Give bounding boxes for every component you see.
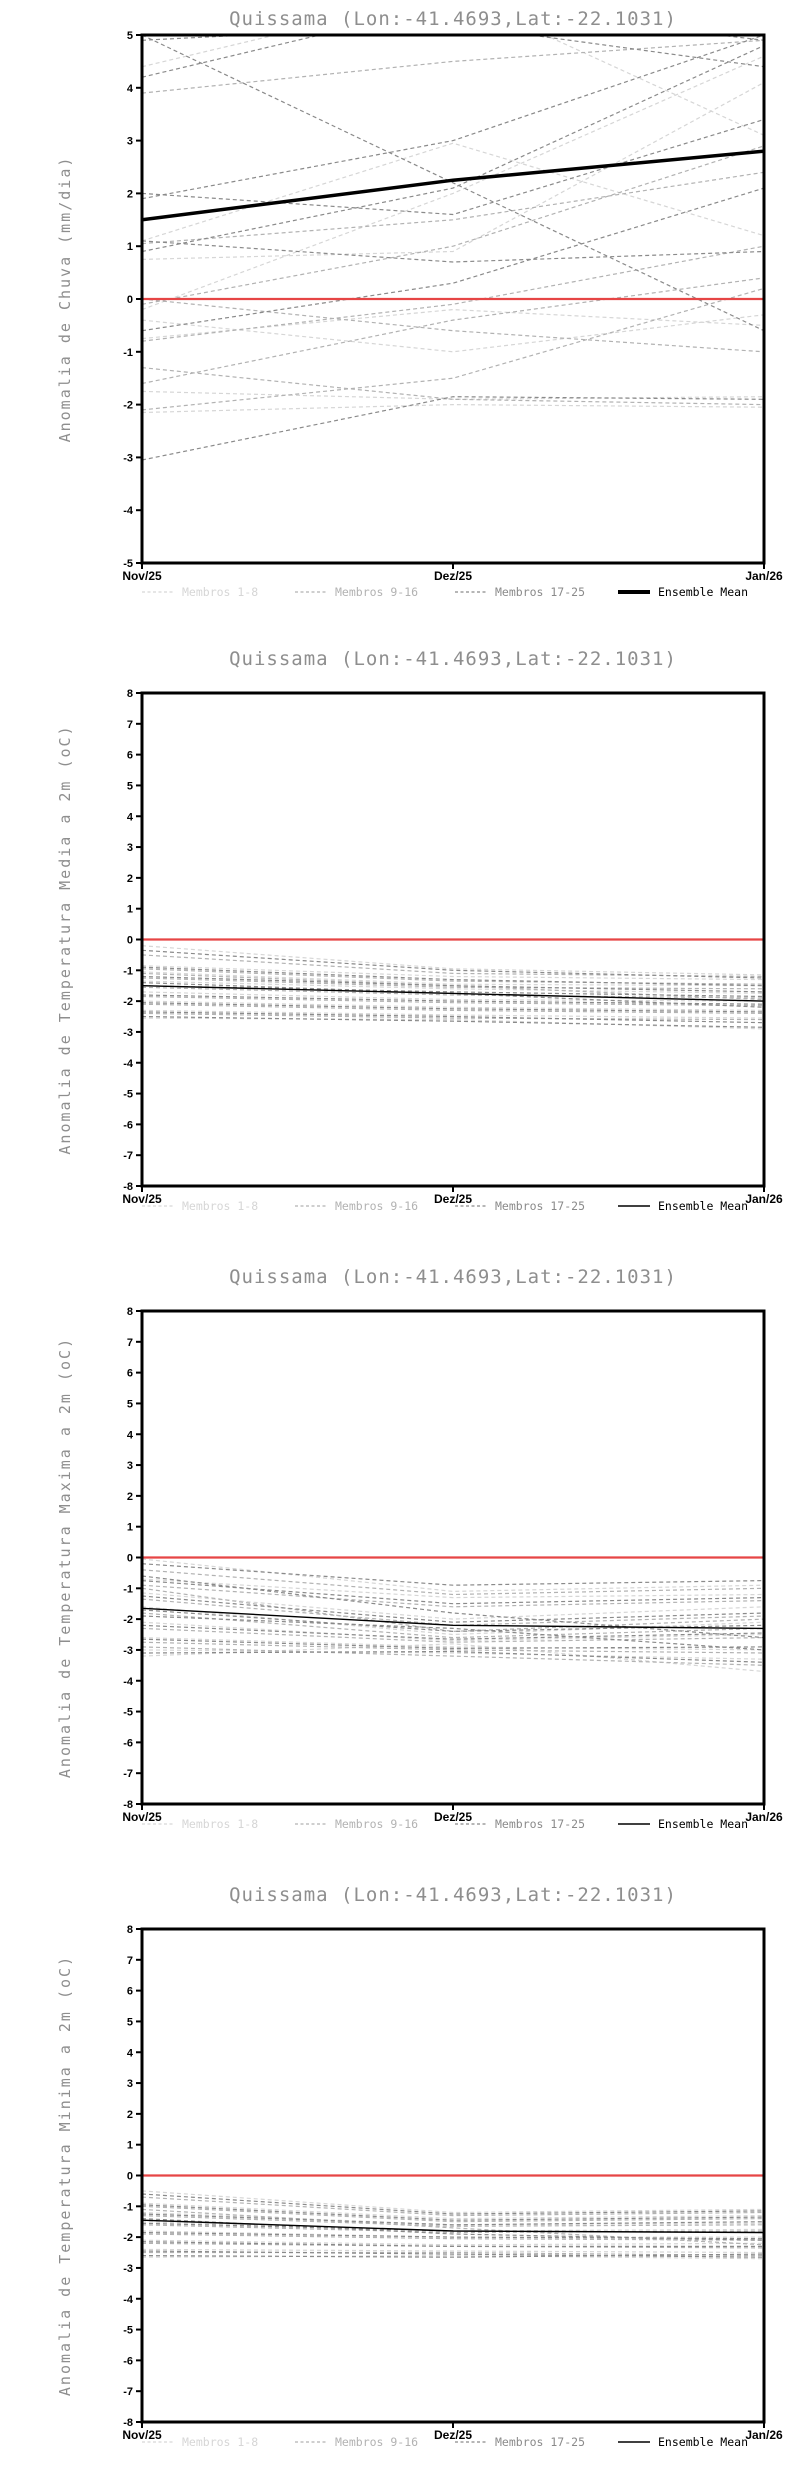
x-tick-label: Nov/25: [122, 2428, 162, 2442]
y-tick-label: 1: [126, 241, 133, 254]
y-axis-label: Anomalia de Chuva (mm/dia): [56, 155, 74, 443]
ensemble-member-line-group3: [142, 1596, 764, 1622]
x-tick-label: Jan/26: [745, 569, 783, 583]
y-tick-label: 3: [126, 1460, 133, 1473]
y-tick-label: 7: [126, 718, 133, 731]
legend-entry-label: Membros 17-25: [495, 1817, 586, 1831]
y-tick-label: -5: [123, 2324, 133, 2337]
plot-area: [142, 2176, 764, 2259]
ensemble-member-line-group1: [142, 83, 764, 260]
y-tick-label: -5: [123, 1706, 133, 1719]
y-tick-label: -2: [123, 1614, 133, 1627]
chart-title: Quissama (Lon:-41.4693,Lat:-22.1031): [229, 1884, 677, 1906]
legend-entry-label: Membros 9-16: [335, 585, 419, 599]
ensemble-member-line-group2: [142, 288, 764, 410]
y-tick-label: -1: [123, 346, 133, 359]
y-tick-label: 0: [126, 1552, 133, 1565]
legend-entry-label: Membros 9-16: [335, 1199, 419, 1213]
y-tick-label: 6: [126, 1985, 133, 1998]
y-tick-label: -2: [123, 399, 133, 412]
y-tick-label: 4: [126, 2047, 133, 2060]
y-tick-label: -4: [123, 1057, 133, 1070]
y-tick-label: 3: [126, 135, 133, 148]
y-tick-label: 8: [126, 1924, 133, 1936]
chart-title: Quissama (Lon:-41.4693,Lat:-22.1031): [229, 1266, 677, 1288]
y-tick-label: 4: [126, 1429, 133, 1442]
y-tick-label: -8: [123, 1181, 133, 1193]
legend-entry-label: Ensemble Mean: [658, 2435, 749, 2449]
ensemble-member-line-group2: [142, 1570, 764, 1595]
y-tick-label: -8: [123, 2417, 133, 2429]
y-tick-label: -7: [123, 1768, 133, 1781]
plot-area: [142, 940, 764, 1029]
y-tick-label: -1: [123, 1583, 133, 1596]
chart-title: Quissama (Lon:-41.4693,Lat:-22.1031): [229, 648, 677, 670]
y-tick-label: 2: [126, 872, 133, 885]
chart-title: Quissama (Lon:-41.4693,Lat:-22.1031): [229, 8, 677, 30]
legend-entry-label: Ensemble Mean: [658, 1199, 749, 1213]
y-tick-label: 7: [126, 1336, 133, 1349]
ensemble-member-line-group3: [142, 24, 764, 66]
ensemble-member-line-group2: [142, 955, 764, 977]
y-tick-label: -5: [123, 1088, 133, 1101]
max-temperature-anomaly-chart: [0, 1236, 800, 1854]
min-temperature-anomaly-chart-block: [0, 1854, 800, 2472]
y-tick-label: 2: [126, 188, 133, 201]
y-axis-label: Anomalia de Temperatura Maxima a 2m (oC): [56, 1336, 74, 1779]
y-tick-label: 0: [126, 2170, 133, 2183]
x-tick-label: Jan/26: [745, 2428, 783, 2442]
y-tick-label: 1: [126, 903, 133, 916]
y-tick-label: 4: [126, 811, 133, 824]
y-axis-label: Anomalia de Temperatura Minima a 2m (oC): [56, 1954, 74, 2397]
ensemble-member-line-group1: [142, 310, 764, 339]
y-tick-label: 0: [126, 934, 133, 947]
x-tick-label: Dez/25: [433, 1192, 473, 1206]
y-tick-label: -6: [123, 1119, 133, 1132]
x-tick-label: Nov/25: [122, 569, 162, 583]
y-tick-label: -4: [123, 1675, 133, 1688]
y-tick-label: -3: [123, 1644, 133, 1657]
y-tick-label: 5: [126, 1398, 133, 1411]
y-tick-label: 4: [126, 82, 133, 95]
y-tick-label: -3: [123, 1026, 133, 1039]
x-tick-label: Dez/25: [433, 1810, 473, 1824]
y-tick-label: -3: [123, 2262, 133, 2275]
y-tick-label: 0: [126, 294, 133, 306]
legend-entry-label: Membros 17-25: [495, 2435, 586, 2449]
legend-entry-label: Membros 1-8: [182, 1199, 259, 1213]
mean-temperature-anomaly-chart: [0, 618, 800, 1236]
x-tick-label: Nov/25: [122, 1192, 162, 1206]
y-tick-label: 2: [126, 1490, 133, 1503]
y-tick-label: 8: [126, 688, 133, 700]
ensemble-member-line-group3: [142, 120, 764, 215]
y-tick-label: -2: [123, 996, 133, 1009]
y-tick-label: 6: [126, 1367, 133, 1380]
y-tick-label: 6: [126, 749, 133, 762]
y-tick-label: -8: [123, 1799, 133, 1811]
y-tick-label: -6: [123, 1737, 133, 1750]
ensemble-member-line-group2: [142, 246, 764, 341]
y-tick-label: 1: [126, 2139, 133, 2152]
legend-entry-label: Ensemble Mean: [658, 585, 749, 599]
y-tick-label: -7: [123, 1150, 133, 1163]
min-temperature-anomaly-chart: [0, 1854, 800, 2472]
legend-entry-label: Membros 9-16: [335, 1817, 419, 1831]
y-tick-label: -3: [123, 452, 133, 465]
y-tick-label: 2: [126, 2108, 133, 2121]
ensemble-member-line-group1: [142, 143, 764, 241]
ensemble-member-line-group3: [142, 1564, 764, 1586]
x-tick-label: Dez/25: [433, 569, 473, 583]
y-tick-label: 7: [126, 1954, 133, 1967]
ensemble-member-line-group2: [142, 146, 764, 304]
ensemble-member-line-group2: [142, 1599, 764, 1625]
x-tick-label: Nov/25: [122, 1810, 162, 1824]
x-tick-label: Dez/25: [433, 2428, 473, 2442]
y-tick-label: -7: [123, 2386, 133, 2399]
max-temperature-anomaly-chart-block: [0, 1236, 800, 1854]
y-tick-label: 5: [126, 30, 133, 42]
y-tick-label: 8: [126, 1306, 133, 1318]
y-tick-label: 3: [126, 2078, 133, 2091]
legend-entry-label: Membros 1-8: [182, 1817, 259, 1831]
y-tick-label: -2: [123, 2232, 133, 2245]
legend-entry-label: Membros 1-8: [182, 585, 259, 599]
y-tick-label: 5: [126, 2016, 133, 2029]
legend-entry-label: Membros 17-25: [495, 1199, 586, 1213]
y-tick-label: -4: [123, 2293, 133, 2306]
ensemble-mean-line: [142, 151, 764, 220]
y-tick-label: -5: [123, 558, 133, 570]
y-axis-label: Anomalia de Temperatura Media a 2m (oC): [56, 724, 74, 1155]
ensemble-member-line-group1: [142, 405, 764, 413]
ensemble-member-line-group2: [142, 299, 764, 352]
legend-entry-label: Membros 9-16: [335, 2435, 419, 2449]
legend-entry-label: Membros 17-25: [495, 585, 586, 599]
x-tick-label: Jan/26: [745, 1192, 783, 1206]
y-tick-label: -6: [123, 2355, 133, 2368]
legend-entry-label: Ensemble Mean: [658, 1817, 749, 1831]
plot-area: [142, 0, 764, 460]
y-tick-label: 5: [126, 780, 133, 793]
legend-entry-label: Membros 1-8: [182, 2435, 259, 2449]
y-tick-label: -4: [123, 505, 133, 518]
y-tick-label: 3: [126, 842, 133, 855]
y-tick-label: -1: [123, 965, 133, 978]
y-tick-label: -1: [123, 2201, 133, 2214]
ensemble-mean-line: [142, 1608, 764, 1628]
ensemble-member-line-group3: [142, 35, 764, 331]
mean-temperature-anomaly-chart-block: [0, 618, 800, 1236]
precipitation-anomaly-chart-block: [0, 0, 800, 618]
y-tick-label: 1: [126, 1521, 133, 1534]
x-tick-label: Jan/26: [745, 1810, 783, 1824]
precipitation-anomaly-chart: [0, 0, 800, 618]
ensemble-member-line-group3: [142, 35, 764, 199]
plot-area: [142, 1558, 764, 1672]
